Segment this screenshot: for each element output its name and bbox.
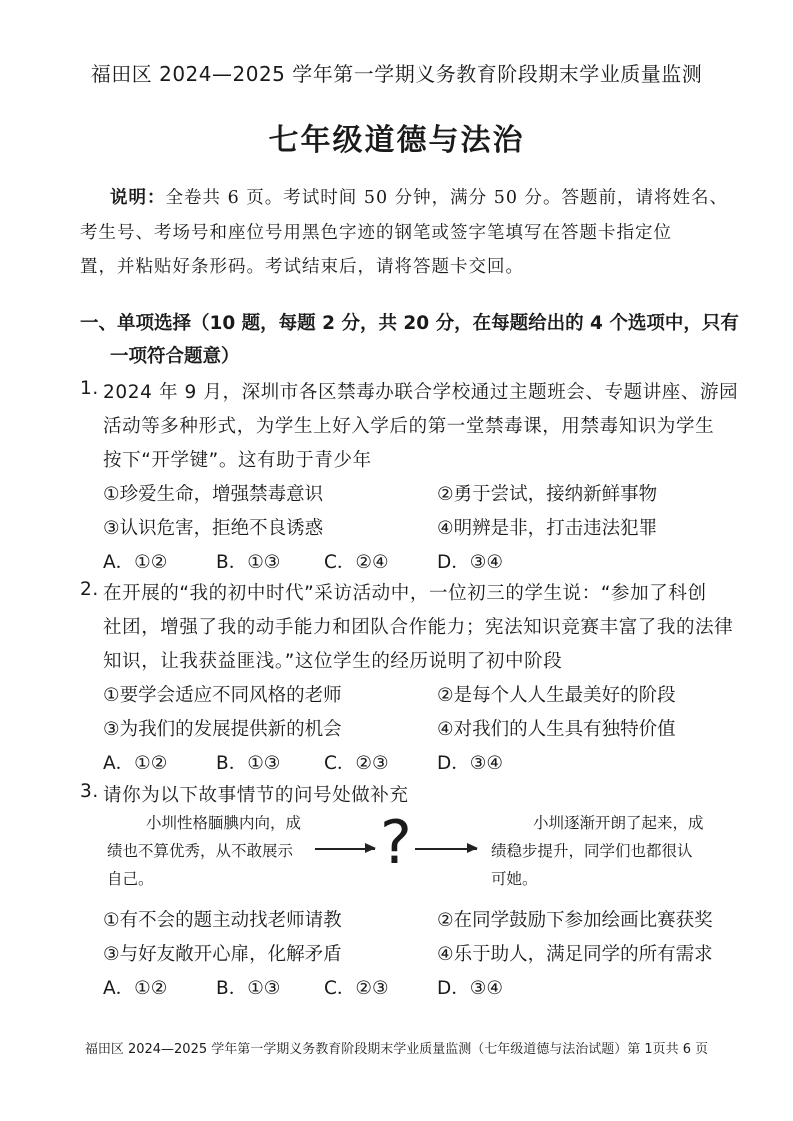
statement-option: ③与好友敞开心扉，化解矛盾 — [103, 944, 342, 965]
instructions-line-2: 考生号、考场号和座位号用黑色字迹的钢笔或签字笔填写在答题卡指定位 — [80, 223, 672, 243]
answer-choice-c: C．②③ — [324, 753, 389, 774]
story-after-line: 可她。 — [491, 870, 538, 888]
instructions-label: 说明： — [110, 188, 166, 208]
answer-choice-d: D．③④ — [437, 753, 503, 774]
statement-option: ④明辨是非，打击违法犯罪 — [437, 518, 658, 539]
question-number: 3. — [80, 781, 99, 802]
arrow-right-icon — [415, 848, 477, 850]
statement-option: ①有不会的题主动找老师请教 — [103, 910, 342, 931]
page-footer: 福田区 2024—2025 学年第一学期义务教育阶段期末学业质量监测（七年级道德与法治试题）第 1页共 6 页 — [84, 1042, 709, 1057]
answer-choice-b: B．①③ — [216, 753, 281, 774]
story-before-line: 绩也不算优秀，从不敢展示 — [107, 842, 294, 860]
answer-choice-b: B．①③ — [216, 552, 281, 573]
question-text: 知识，让我获益匪浅。”这位学生的经历说明了初中阶段 — [103, 651, 563, 672]
question-text: 请你为以下故事情节的问号处做补充 — [103, 785, 409, 806]
question-number: 1. — [80, 378, 99, 399]
question-text: 2024 年 9 月，深圳市各区禁毒办联合学校通过主题班会、专题讲座、游园 — [103, 382, 739, 403]
story-after-line: 绩稳步提升，同学们也都很认 — [491, 842, 693, 860]
instructions-line-3: 置，并粘贴好条形码。考试结束后，请将答题卡交回。 — [80, 257, 524, 277]
question-number: 2. — [80, 579, 99, 600]
arrow-right-icon — [315, 848, 375, 850]
story-before-line: 自己。 — [107, 870, 154, 888]
statement-option: ③认识危害，拒绝不良诱惑 — [103, 518, 324, 539]
answer-choice-d: D．③④ — [437, 978, 503, 999]
answer-choice-a: A．①② — [103, 978, 168, 999]
statement-option: ④对我们的人生具有独特价值 — [437, 719, 676, 740]
statement-option: ①珍爱生命，增强禁毒意识 — [103, 484, 324, 505]
instructions-line-1: 说明：全卷共 6 页。考试时间 50 分钟，满分 50 分。答题前，请将姓名、 — [110, 188, 729, 208]
answer-choice-a: A．①② — [103, 552, 168, 573]
answer-choice-c: C．②④ — [324, 552, 389, 573]
question-text: 活动等多种形式，为学生上好入学后的第一堂禁毒课，用禁毒知识为学生 — [103, 416, 715, 437]
page-title: 七年级道德与法治 — [268, 123, 525, 158]
question-mark: ? — [380, 808, 412, 878]
statement-option: ②勇于尝试，接纳新鲜事物 — [437, 484, 658, 505]
answer-choice-b: B．①③ — [216, 978, 281, 999]
statement-option: ④乐于助人，满足同学的所有需求 — [437, 944, 713, 965]
exam-header: 福田区 2024—2025 学年第一学期义务教育阶段期末学业质量监测 — [90, 62, 703, 86]
question-text: 按下“开学键”。这有助于青少年 — [103, 450, 372, 471]
answer-choice-c: C．②③ — [324, 978, 389, 999]
answer-choice-d: D．③④ — [437, 552, 503, 573]
statement-option: ②在同学鼓励下参加绘画比赛获奖 — [437, 910, 713, 931]
section-heading-cont: 一项符合题意） — [110, 346, 240, 367]
statement-option: ③为我们的发展提供新的机会 — [103, 719, 342, 740]
statement-option: ②是每个人人生最美好的阶段 — [437, 685, 676, 706]
statement-option: ①要学会适应不同风格的老师 — [103, 685, 342, 706]
section-heading: 一、单项选择（10 题，每题 2 分，共 20 分，在每题给出的 4 个选项中，只有 — [80, 313, 739, 334]
story-after-line: 小圳逐渐开朗了起来，成 — [533, 814, 704, 832]
question-text: 社团，增强了我的动手能力和团队合作能力；宪法知识竞赛丰富了我的法律 — [103, 617, 734, 638]
answer-choice-a: A．①② — [103, 753, 168, 774]
story-before-line: 小圳性格腼腆内向，成 — [146, 814, 302, 832]
question-text: 在开展的“我的初中时代”采访活动中，一位初三的学生说：“参加了科创 — [103, 583, 707, 604]
